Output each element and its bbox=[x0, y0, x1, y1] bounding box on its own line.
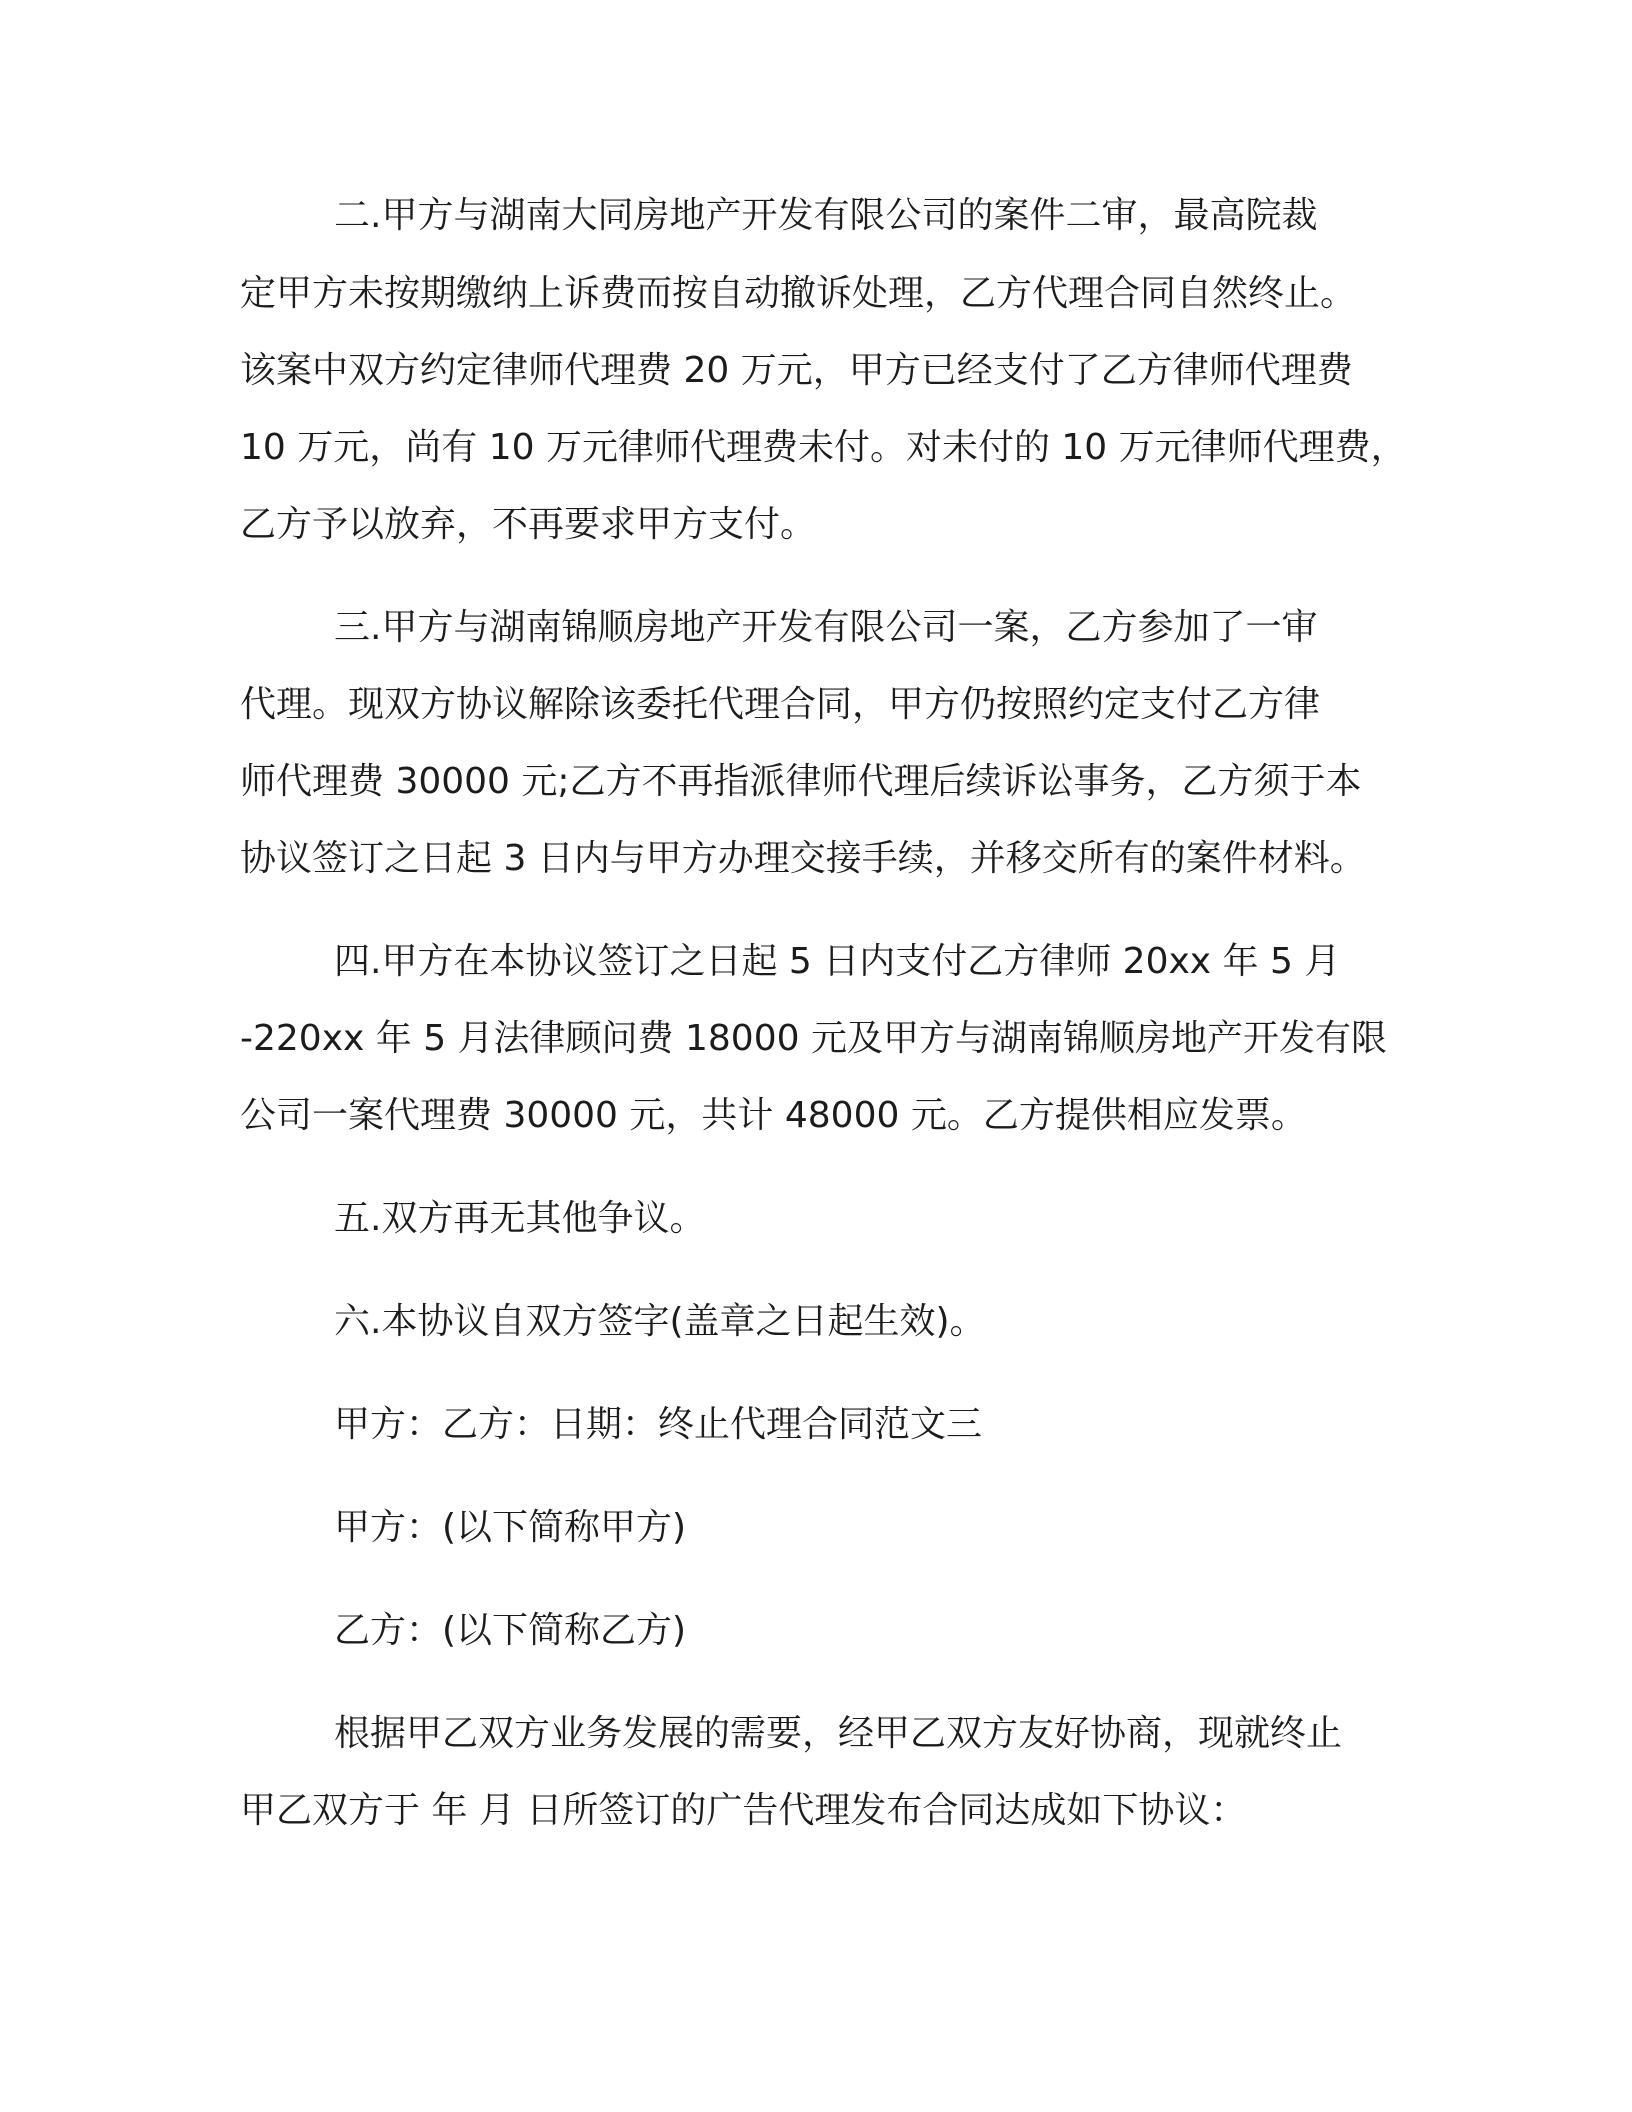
closing-paragraph-line-1: 根据甲乙双方业务发展的需要，经甲乙双方友好协商，现就终止 bbox=[334, 1713, 1343, 1754]
paragraph-2-line-3: 该案中双方约定律师代理费 20 万元，甲方已经支付了乙方律师代理费 bbox=[240, 350, 1353, 391]
closing-paragraph-line-2: 甲乙双方于 年 月 日所签订的广告代理发布合同达成如下协议： bbox=[240, 1790, 1247, 1831]
party-a-line: 甲方：(以下简称甲方) bbox=[334, 1507, 687, 1548]
paragraph-5-line-1: 五.双方再无其他争议。 bbox=[334, 1198, 706, 1239]
signature-line: 甲方：乙方：日期：终止代理合同范文三 bbox=[334, 1404, 983, 1445]
party-b-line: 乙方：(以下简称乙方) bbox=[334, 1610, 687, 1651]
paragraph-2-line-2: 定甲方未按期缴纳上诉费而按自动撤诉处理，乙方代理合同自然终止。 bbox=[240, 273, 1357, 314]
paragraph-4-line-1: 四.甲方在本协议签订之日起 5 日内支付乙方律师 20xx 年 5 月 bbox=[334, 941, 1341, 982]
paragraph-4-line-2: -220xx 年 5 月法律顾问费 18000 元及甲方与湖南锦顺房地产开发有限 bbox=[240, 1018, 1387, 1059]
paragraph-6-line-1: 六.本协议自双方签字(盖章之日起生效)。 bbox=[334, 1301, 986, 1342]
paragraph-3-line-2: 代理。现双方协议解除该委托代理合同，甲方仍按照约定支付乙方律 bbox=[240, 684, 1321, 725]
paragraph-3-line-1: 三.甲方与湖南锦顺房地产开发有限公司一案，乙方参加了一审 bbox=[334, 607, 1318, 648]
paragraph-3-line-3: 师代理费 30000 元;乙方不再指派律师代理后续诉讼事务，乙方须于本 bbox=[240, 761, 1362, 802]
paragraph-2-line-5: 乙方予以放弃，不再要求甲方支付。 bbox=[240, 504, 817, 545]
paragraph-2-line-1: 二.甲方与湖南大同房地产开发有限公司的案件二审，最高院裁 bbox=[334, 195, 1318, 236]
paragraph-3-line-4: 协议签订之日起 3 日内与甲方办理交接手续，并移交所有的案件材料。 bbox=[240, 838, 1366, 879]
paragraph-2-line-4: 10 万元，尚有 10 万元律师代理费未付。对未付的 10 万元律师代理费， bbox=[240, 427, 1407, 468]
paragraph-4-line-3: 公司一案代理费 30000 元，共计 48000 元。乙方提供相应发票。 bbox=[240, 1095, 1307, 1136]
